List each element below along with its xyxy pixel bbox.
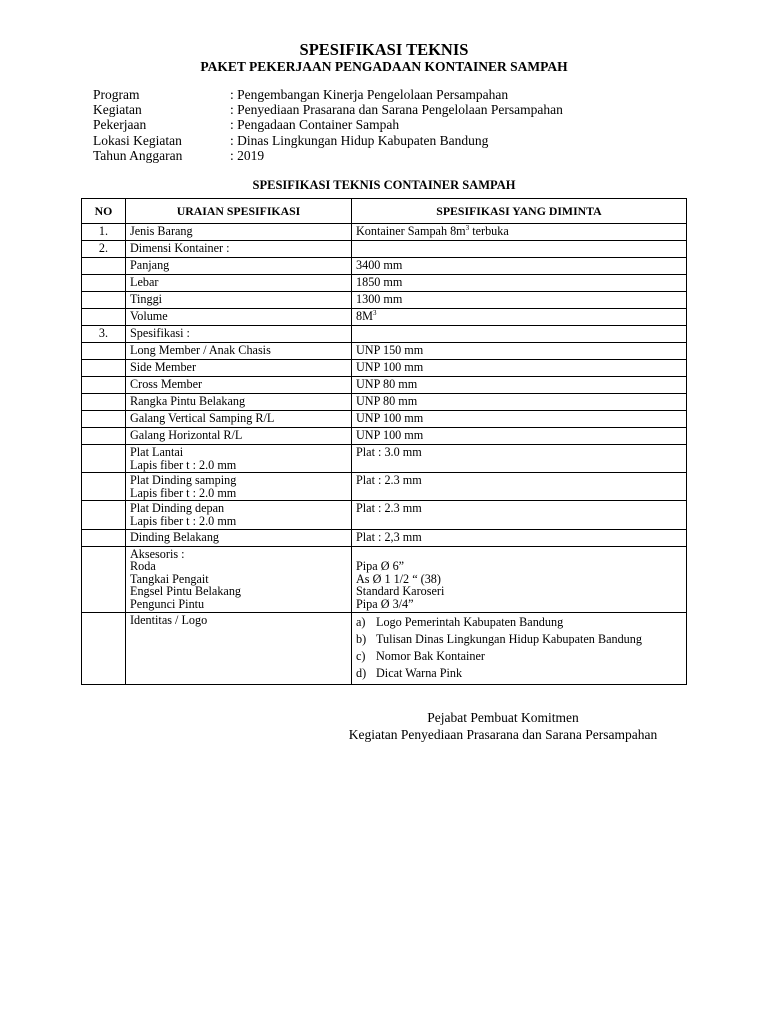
info-row-program [93,87,563,102]
row-uraian: Spesifikasi : [126,326,352,343]
superscript: 3 [372,308,377,317]
row-number [82,612,126,684]
spec-line [356,548,682,561]
table-row [82,292,687,309]
info-label: Program [93,87,140,102]
row-uraian: Identitas / Logo [126,612,352,684]
signature-block [300,709,706,743]
row-uraian: Long Member / Anak Chasis [126,343,352,360]
row-number [82,394,126,411]
uraian-line: Lapis fiber t : 2.0 mm [130,457,237,472]
row-spec [352,326,687,343]
header-uraian: URAIAN SPESIFIKASI [126,199,352,224]
row-uraian [126,445,352,473]
table-row [82,326,687,343]
row-uraian: Lebar [126,275,352,292]
row-number [82,501,126,529]
row-spec: Plat : 2.3 mm [352,473,687,501]
row-uraian: Panjang [126,258,352,275]
spec-text: 8M [356,309,373,323]
row-number [82,275,126,292]
row-spec: UNP 100 mm [352,411,687,428]
row-spec: Plat : 2,3 mm [352,529,687,546]
table-row [82,377,687,394]
info-value: : Dinas Lingkungan Hidup Kabupaten Bandung [230,132,489,148]
row-number [82,445,126,473]
info-value: : 2019 [230,147,265,163]
table-row [82,241,687,258]
signature-line-2: Kegiatan Penyediaan Prasarana dan Sarana Persampahan [348,727,658,742]
list-letter: d) [356,665,367,680]
row-uraian [126,546,352,612]
row-number [82,343,126,360]
row-uraian: Rangka Pintu Belakang [126,394,352,411]
uraian-line: Lapis fiber t : 2.0 mm [130,513,237,528]
table-row [82,360,687,377]
row-spec [352,224,687,241]
table-row [82,258,687,275]
table-header-row [82,199,687,224]
table-row [82,224,687,241]
row-number [82,360,126,377]
table-title: SPESIFIKASI TEKNIS CONTAINER SAMPAH [252,178,516,192]
row-number [82,529,126,546]
table-row [82,501,687,529]
table-row [82,411,687,428]
row-uraian: Galang Horizontal R/L [126,428,352,445]
row-number [82,546,126,612]
spec-line: Pipa Ø 3/4” [356,596,414,611]
row-number [82,309,126,326]
uraian-line: Tangkai Pengait [130,571,209,586]
row-number: 2. [82,241,126,258]
info-value: : Penyediaan Prasarana dan Sarana Pengelolaan Persampahan [230,102,563,118]
list-item [356,631,682,648]
info-row-lokasi [93,133,563,148]
uraian-line: Lapis fiber t : 2.0 mm [130,485,237,500]
spec-line: As Ø 1 1/2 “ (38) [356,571,441,586]
row-spec [352,612,687,684]
info-row-pekerjaan [93,117,563,132]
row-spec [352,241,687,258]
header-no: NO [82,199,126,224]
list-letter: c) [356,648,366,663]
row-spec: 1850 mm [352,275,687,292]
spec-line: Standard Karoseri [356,584,445,599]
table-row [82,612,687,684]
row-uraian: Volume [126,309,352,326]
uraian-line: Plat Dinding depan [130,501,225,516]
row-spec [352,546,687,612]
row-spec [352,309,687,326]
row-uraian [126,473,352,501]
list-item [356,665,682,682]
table-row [82,445,687,473]
row-spec: UNP 100 mm [352,428,687,445]
row-spec: UNP 150 mm [352,343,687,360]
row-uraian: Dinding Belakang [126,529,352,546]
list-text: Logo Pemerintah Kabupaten Bandung [376,614,564,629]
info-row-kegiatan [93,102,563,117]
list-text: Dicat Warna Pink [376,665,463,680]
info-label: Kegiatan [93,102,142,118]
list-item [356,614,682,631]
row-number: 1. [82,224,126,241]
row-uraian: Tinggi [126,292,352,309]
table-row [82,309,687,326]
row-uraian: Jenis Barang [126,224,352,241]
table-row [82,428,687,445]
info-row-tahun [93,148,563,163]
superscript: 3 [465,223,470,232]
uraian-line: Aksesoris : [130,546,185,561]
uraian-line: Plat Lantai [130,445,184,459]
row-uraian: Galang Vertical Samping R/L [126,411,352,428]
project-info [93,87,563,163]
row-spec: Plat : 2.3 mm [352,501,687,529]
uraian-line: Plat Dinding samping [130,473,237,488]
row-spec: 3400 mm [352,258,687,275]
table-row [82,546,687,612]
document-title: SPESIFIKASI TEKNIS [299,40,469,59]
document-subtitle: PAKET PEKERJAAN PENGADAAN KONTAINER SAMPAH [200,59,568,74]
header-spec: SPESIFIKASI YANG DIMINTA [352,199,687,224]
row-uraian [126,501,352,529]
row-number [82,377,126,394]
list-letter: a) [356,614,366,629]
info-label: Lokasi Kegiatan [93,132,182,148]
row-uraian: Side Member [126,360,352,377]
table-row [82,394,687,411]
table-row [82,529,687,546]
row-spec: 1300 mm [352,292,687,309]
row-number [82,473,126,501]
signature-line-1: Pejabat Pembuat Komitmen [427,710,579,725]
table-row [82,275,687,292]
spec-table [81,198,687,685]
row-number [82,411,126,428]
row-spec: UNP 80 mm [352,377,687,394]
row-spec: UNP 80 mm [352,394,687,411]
row-number [82,258,126,275]
spec-text-tail: terbuka [469,224,509,238]
row-spec: UNP 100 mm [352,360,687,377]
table-row [82,473,687,501]
uraian-line: Roda [130,559,156,574]
row-uraian: Cross Member [126,377,352,394]
list-text: Tulisan Dinas Lingkungan Hidup Kabupaten Bandung [376,631,642,646]
row-spec: Plat : 3.0 mm [352,445,687,473]
info-label: Tahun Anggaran [93,147,183,163]
uraian-line: Engsel Pintu Belakang [130,584,242,599]
row-uraian: Dimensi Kontainer : [126,241,352,258]
row-number [82,292,126,309]
row-number: 3. [82,326,126,343]
spec-line: Pipa Ø 6” [356,559,405,574]
info-value: : Pengadaan Container Sampah [230,117,400,133]
info-label: Pekerjaan [93,117,147,133]
spec-text: Kontainer Sampah 8m [356,224,466,238]
list-item [356,648,682,665]
table-row [82,343,687,360]
uraian-line: Pengunci Pintu [130,596,205,611]
info-value: : Pengembangan Kinerja Pengelolaan Persampahan [230,87,509,102]
list-text: Nomor Bak Kontainer [376,648,485,663]
list-letter: b) [356,631,367,646]
row-number [82,428,126,445]
